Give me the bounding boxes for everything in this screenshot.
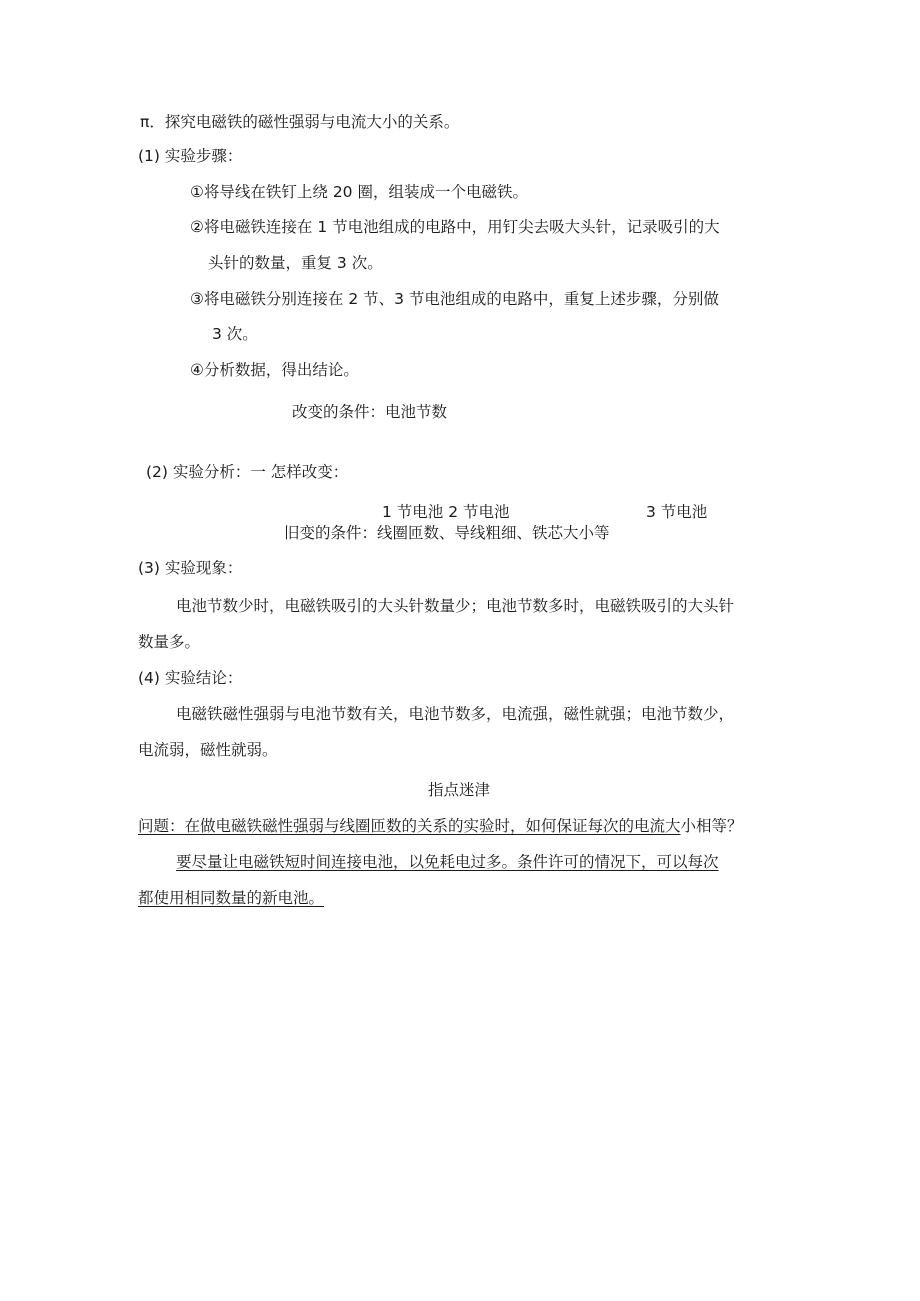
- step-2-line-2: 头针的数量，重复 3 次。: [208, 254, 383, 272]
- conclusion-title: (4) 实验结论：: [138, 669, 243, 687]
- tips-question-underlined: 问题：在做电磁铁磁性强弱与线圈匝数的关系的实验时，如何保证每次的电流大: [138, 817, 681, 835]
- step-2-line-1: ②将电磁铁连接在 1 节电池组成的电路中，用钉尖去吸大头针，记录吸引的大: [190, 218, 720, 236]
- analysis-title: (2) 实验分析：一 怎样改变：: [146, 463, 349, 481]
- steps-title: (1) 实验步骤：: [138, 147, 243, 165]
- changed-condition: 改变的条件：电池节数: [292, 403, 448, 421]
- battery-labels-1-2: 1 节电池 2 节电池: [382, 503, 510, 521]
- phenomenon-line-2: 数量多。: [138, 633, 201, 651]
- step-1: ①将导线在铁钉上绕 20 圈，组装成一个电磁铁。: [190, 183, 528, 201]
- step-3-line-1: ③将电磁铁分别连接在 2 节、3 节电池组成的电路中，重复上述步骤，分别做: [190, 290, 719, 308]
- conclusion-line-2: 电流弱，磁性就弱。: [138, 741, 278, 759]
- tips-question-rest: 小相等？: [680, 817, 743, 835]
- tips-answer-line-1: 要尽量让电磁铁短时间连接电池，以免耗电过多。条件许可的情况下，可以每次: [176, 853, 719, 871]
- battery-label-3: 3 节电池: [646, 503, 708, 521]
- tips-answer-line-2: 都使用相同数量的新电池。: [138, 889, 325, 907]
- conclusion-line-1: 电磁铁磁性强弱与电池节数有关，电池节数多，电流强，磁性就强；电池节数少，: [176, 705, 735, 723]
- phenomenon-line-1: 电池节数少时，电磁铁吸引的大头针数量少；电池节数多时，电磁铁吸引的大头针: [176, 597, 735, 615]
- section-heading: π．探究电磁铁的磁性强弱与电流大小的关系。: [140, 113, 460, 131]
- step-4: ④分析数据，得出结论。: [190, 361, 359, 379]
- unchanged-condition: 旧变的条件：线圈匝数、导线粗细、铁芯大小等: [284, 524, 610, 542]
- step-3-line-2: 3 次。: [212, 325, 258, 343]
- tips-question: [138, 816, 743, 836]
- phenomenon-title: (3) 实验现象：: [138, 559, 243, 577]
- tips-title: 指点迷津: [428, 781, 491, 799]
